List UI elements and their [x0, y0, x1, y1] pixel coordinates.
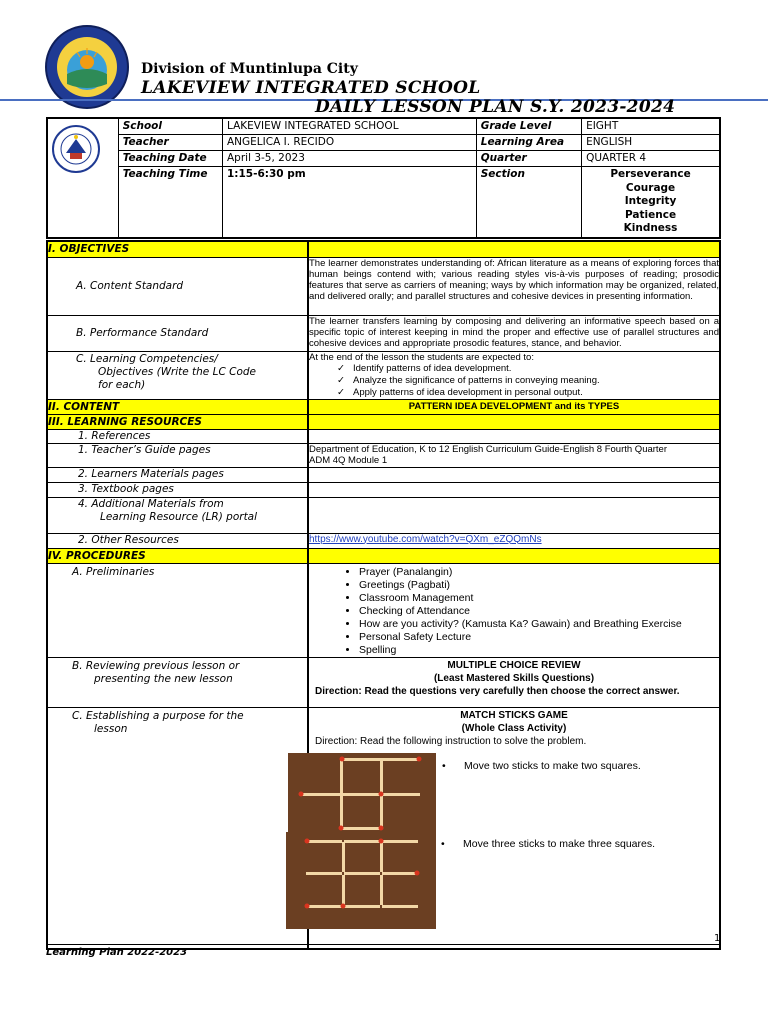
game-task-1-text: Move two sticks to make two squares.	[464, 760, 641, 772]
other-resources-label: 2. Other Resources	[47, 533, 308, 548]
list-item: • Classroom Management	[359, 592, 719, 605]
game-task-2	[441, 838, 655, 850]
list-item: • Personal Safety Lecture	[359, 631, 719, 644]
teachers-guide-cell	[308, 443, 720, 467]
bullet-icon: •	[442, 760, 446, 772]
competencies-label-line: Objectives (Write the LC Code	[98, 365, 257, 378]
list-item: • Greetings (Pagbati)	[359, 579, 719, 592]
list-item: • Prayer (Panalangin)	[359, 566, 719, 579]
game-subtitle: (Whole Class Activity)	[461, 722, 567, 734]
plan-title: DAILY LESSON PLAN S.Y. 2023-2024	[315, 97, 676, 117]
school-value: LAKEVIEW INTEGRATED SCHOOL	[223, 118, 477, 135]
division-name: Division of Muntinlupa City	[141, 61, 358, 77]
resources-heading: III. LEARNING RESOURCES	[47, 414, 308, 429]
quarter-label: Quarter	[476, 151, 581, 167]
teachers-guide-line: ADM 4Q Module 1	[309, 454, 388, 466]
game-task-2-text: Move three sticks to make three squares.	[463, 838, 655, 850]
procedures-heading: IV. PROCEDURES	[47, 548, 308, 563]
review-label	[47, 657, 308, 707]
review-title: MULTIPLE CHOICE REVIEW	[447, 659, 581, 671]
references-value	[308, 429, 720, 443]
review-label-line: presenting the new lesson	[94, 672, 233, 685]
info-table	[46, 117, 721, 239]
matchstick-puzzle-2	[286, 832, 436, 929]
preliminaries-list	[309, 566, 719, 657]
review-direction: Direction: Read the questions very carefully then choose the correct answer.	[315, 685, 680, 697]
performance-standard-label	[47, 315, 308, 351]
school-label: School	[118, 118, 222, 135]
section-item: Perseverance	[610, 168, 691, 180]
teacher-label: Teacher	[118, 135, 222, 151]
section-label: Section	[476, 167, 581, 238]
deped-seal-cell	[47, 118, 118, 238]
other-resources-cell	[308, 533, 720, 548]
textbook-label: 3. Textbook pages	[47, 482, 308, 497]
area-value: ENGLISH	[582, 135, 720, 151]
game-task-1	[442, 760, 641, 772]
additional-materials-line: Learning Resource (LR) portal	[100, 510, 258, 523]
objectives-heading: I. OBJECTIVES	[47, 241, 308, 257]
resources-heading-fill	[308, 414, 720, 429]
competencies-cell	[308, 351, 720, 399]
time-label: Teaching Time	[118, 167, 222, 238]
performance-standard-text: The learner transfers learning by composing and delivering an informative speech based on a specific topic of interest keeping in mind the proper and effective use of parallel structures and cohesive devices and appropriate prosodic features, stance, and behavior.	[308, 315, 720, 351]
competencies-label-line: C. Learning Competencies/	[76, 352, 218, 365]
learners-materials-value	[308, 467, 720, 482]
review-label-line: B. Reviewing previous lesson or	[72, 659, 240, 672]
grade-value: EIGHT	[582, 118, 720, 135]
content-standard-label-text: A. Content Standard	[76, 279, 184, 292]
section-list	[582, 167, 720, 238]
quarter-value: QUARTER 4	[582, 151, 720, 167]
content-value: PATTERN IDEA DEVELOPMENT and its TYPES	[308, 399, 720, 414]
references-label: 1. References	[47, 429, 308, 443]
content-heading: II. CONTENT	[47, 399, 308, 414]
list-item: • How are you activity? (Kamusta Ka? Gawain) and Breathing Exercise	[359, 618, 719, 631]
list-item: ✓ Apply patterns of idea development in personal output.	[337, 387, 719, 399]
competencies-list	[309, 363, 719, 399]
textbook-value	[308, 482, 720, 497]
competencies-label	[47, 351, 308, 399]
learners-materials-label: 2. Learners Materials pages	[47, 467, 308, 482]
additional-materials-value	[308, 497, 720, 533]
competencies-label-line: for each)	[98, 378, 146, 391]
purpose-label-line: lesson	[94, 722, 128, 735]
review-subtitle: (Least Mastered Skills Questions)	[433, 672, 595, 684]
content-standard-text: The learner demonstrates understanding of: African literature as a means of exploring forces that human beings contend with; various reading styles vis-à-vis purposes of reading; prosodic features that serve as carriers of meaning; ways by which information may be organized, related, and delivered orally; and parallel structures and cohesive devices in presenting information.	[308, 257, 720, 315]
procedures-heading-fill	[308, 548, 720, 563]
section-item: Courage	[625, 181, 676, 194]
teacher-value: ANGELICA I. RECIDO	[223, 135, 477, 151]
deped-seal-icon	[52, 125, 100, 173]
teachers-guide-line: Department of Education, K to 12 English Curriculum Guide-English 8 Fourth Quarter	[309, 443, 668, 455]
purpose-label-line: C. Establishing a purpose for the	[72, 709, 244, 722]
footer-text: Learning Plan 2022-2023	[46, 947, 188, 958]
area-label: Learning Area	[476, 135, 581, 151]
competencies-intro: At the end of the lesson the students are expected to:	[309, 351, 534, 363]
youtube-link[interactable]: https://www.youtube.com/watch?v=QXm_eZQQmNs	[309, 533, 542, 545]
section-item: Kindness	[623, 222, 678, 234]
matchstick-puzzle-1	[288, 753, 436, 833]
bullet-icon: •	[441, 838, 445, 850]
game-direction: Direction: Read the following instruction to solve the problem.	[315, 735, 587, 747]
list-item: • Spelling	[359, 644, 719, 657]
school-name: LAKEVIEW INTEGRATED SCHOOL	[141, 78, 481, 98]
objectives-heading-fill	[308, 241, 720, 257]
page-number: 1	[714, 933, 721, 944]
list-item: ✓ Analyze the significance of patterns in conveying meaning.	[337, 375, 719, 387]
preliminaries-label: A. Preliminaries	[47, 563, 308, 657]
additional-materials-label	[47, 497, 308, 533]
game-title: MATCH STICKS GAME	[460, 709, 568, 721]
review-cell	[308, 657, 720, 707]
additional-materials-line: 4. Additional Materials from	[78, 497, 224, 510]
footer-divider	[46, 944, 721, 945]
performance-standard-label-text: B. Performance Standard	[76, 326, 209, 339]
date-label: Teaching Date	[118, 151, 222, 167]
grade-label: Grade Level	[476, 118, 581, 135]
section-item: Integrity	[624, 195, 677, 207]
school-seal-icon	[44, 24, 130, 110]
time-value: 1:15-6:30 pm	[223, 167, 477, 238]
list-item: • Checking of Attendance	[359, 605, 719, 618]
teachers-guide-label: 1. Teacher’s Guide pages	[47, 443, 308, 467]
preliminaries-cell	[308, 563, 720, 657]
purpose-label	[47, 707, 308, 949]
list-item: ✓ Identify patterns of idea development.	[337, 363, 719, 375]
section-item: Patience	[625, 208, 677, 221]
date-value: April 3-5, 2023	[223, 151, 477, 167]
content-standard-label	[47, 257, 308, 315]
